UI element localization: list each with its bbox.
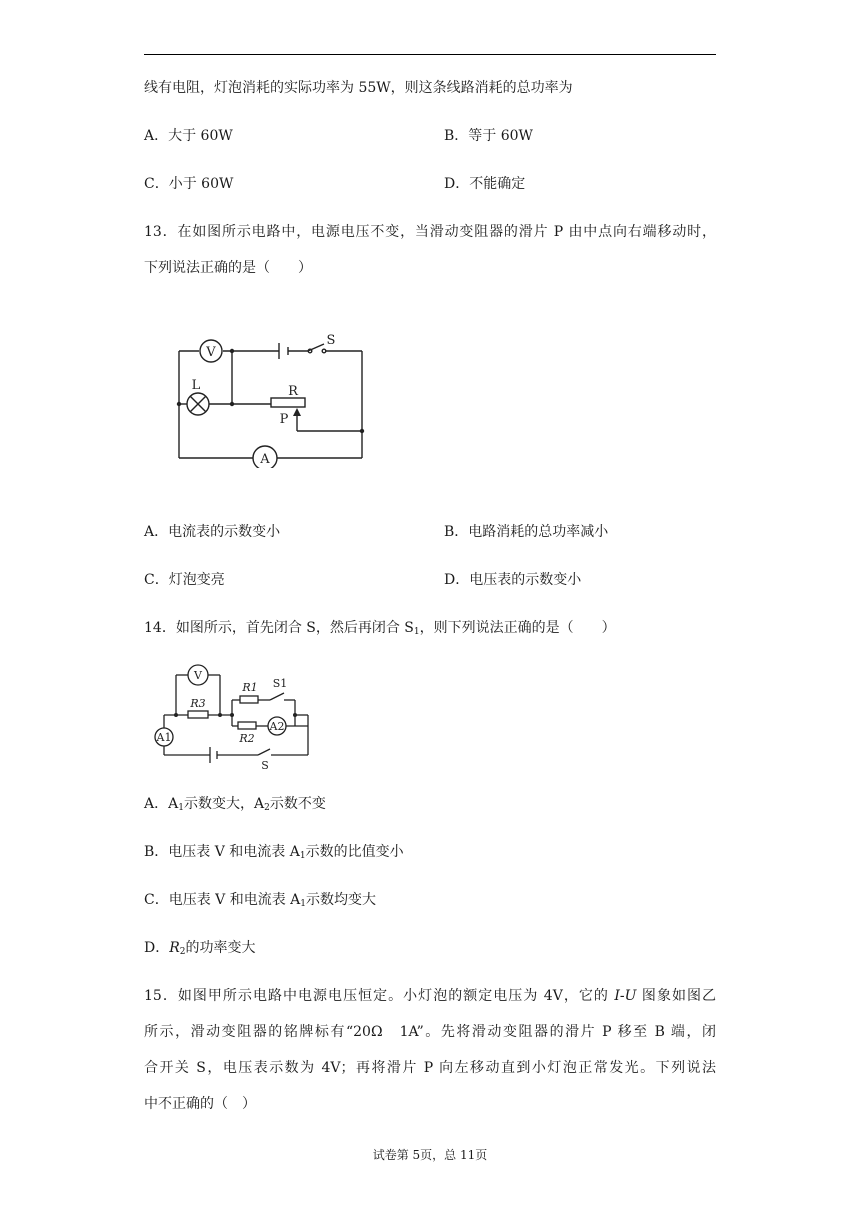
q14-option-a: A．$A_1$示数变大，$A_2$示数不变 [144, 796, 326, 813]
q13-circuit-figure [170, 328, 375, 468]
q14-option-c: C．电压表 V 和电流表 $A_1$示数均变大 [144, 892, 377, 909]
q13-option-d: D．电压表的示数变小 [444, 572, 582, 588]
q14-a1-label: A1 [156, 731, 172, 744]
q14-circuit-figure [150, 660, 320, 775]
q13-slider-label: P [279, 412, 289, 427]
q13-ammeter-label: A [260, 452, 270, 467]
q13-voltmeter-label: V [206, 345, 216, 360]
q14-voltmeter-label: V [194, 669, 202, 682]
q14-option-b: B．电压表 V 和电流表 $A_1$示数的比值变小 [144, 844, 404, 861]
q14-stem: 14．如图所示，首先闭合 S，然后再闭合 $S_1$，则下列说法正确的是（ ） [144, 620, 616, 637]
q15-stem-line2: 所示，滑动变阻器的铭牌标有“20Ω 1A”。先将滑动变阻器的滑片 P 移至 B 端，闭 [144, 1024, 716, 1040]
q13-option-c: C．灯泡变亮 [144, 572, 225, 588]
q15-stem-line1: 15．如图甲所示电路中电源电压恒定。小灯泡的额定电压为 4V，它的 I-U 图象如图乙 [144, 988, 717, 1004]
q15-stem-line3: 合开关 S，电压表示数为 4V；再将滑片 P 向左移动直到小灯泡正常发光。下列说法 [144, 1060, 716, 1076]
q12-option-c: C．小于 60W [144, 176, 234, 192]
q12-stem-tail: 线有电阻，灯泡消耗的实际功率为 55W，则这条线路消耗的总功率为 [144, 80, 573, 96]
q12-option-d: D．不能确定 [444, 176, 526, 192]
header-rule [144, 54, 716, 55]
q13-stem-line1: 13．在如图所示电路中，电源电压不变，当滑动变阻器的滑片 P 由中点向右端移动时， [144, 224, 716, 240]
q14-switch-label: S [261, 759, 269, 772]
q13-stem-line2: 下列说法正确的是（ ） [144, 260, 312, 276]
q14-s1-label: S1 [272, 677, 288, 690]
q14-option-d: D．$R_2$的功率变大 [144, 940, 256, 957]
q13-rheostat-label: R [288, 384, 298, 399]
q13-option-b: B．电路消耗的总功率减小 [444, 524, 609, 540]
q13-switch-label: S [326, 333, 336, 348]
q15-stem-line4: 中不正确的（ ） [144, 1096, 256, 1112]
q14-a2-label: A2 [269, 720, 285, 733]
q13-lamp-label: L [191, 378, 201, 393]
q12-option-a: A．大于 60W [144, 128, 233, 144]
q14-r1-label: R1 [242, 681, 258, 694]
q14-r3-label: R3 [190, 697, 206, 710]
page-footer: 试卷第 5页，总 11页 [372, 1148, 488, 1162]
q14-r2-label: R2 [239, 732, 255, 745]
q13-option-a: A．电流表的示数变小 [144, 524, 281, 540]
q12-option-b: B．等于 60W [444, 128, 533, 144]
